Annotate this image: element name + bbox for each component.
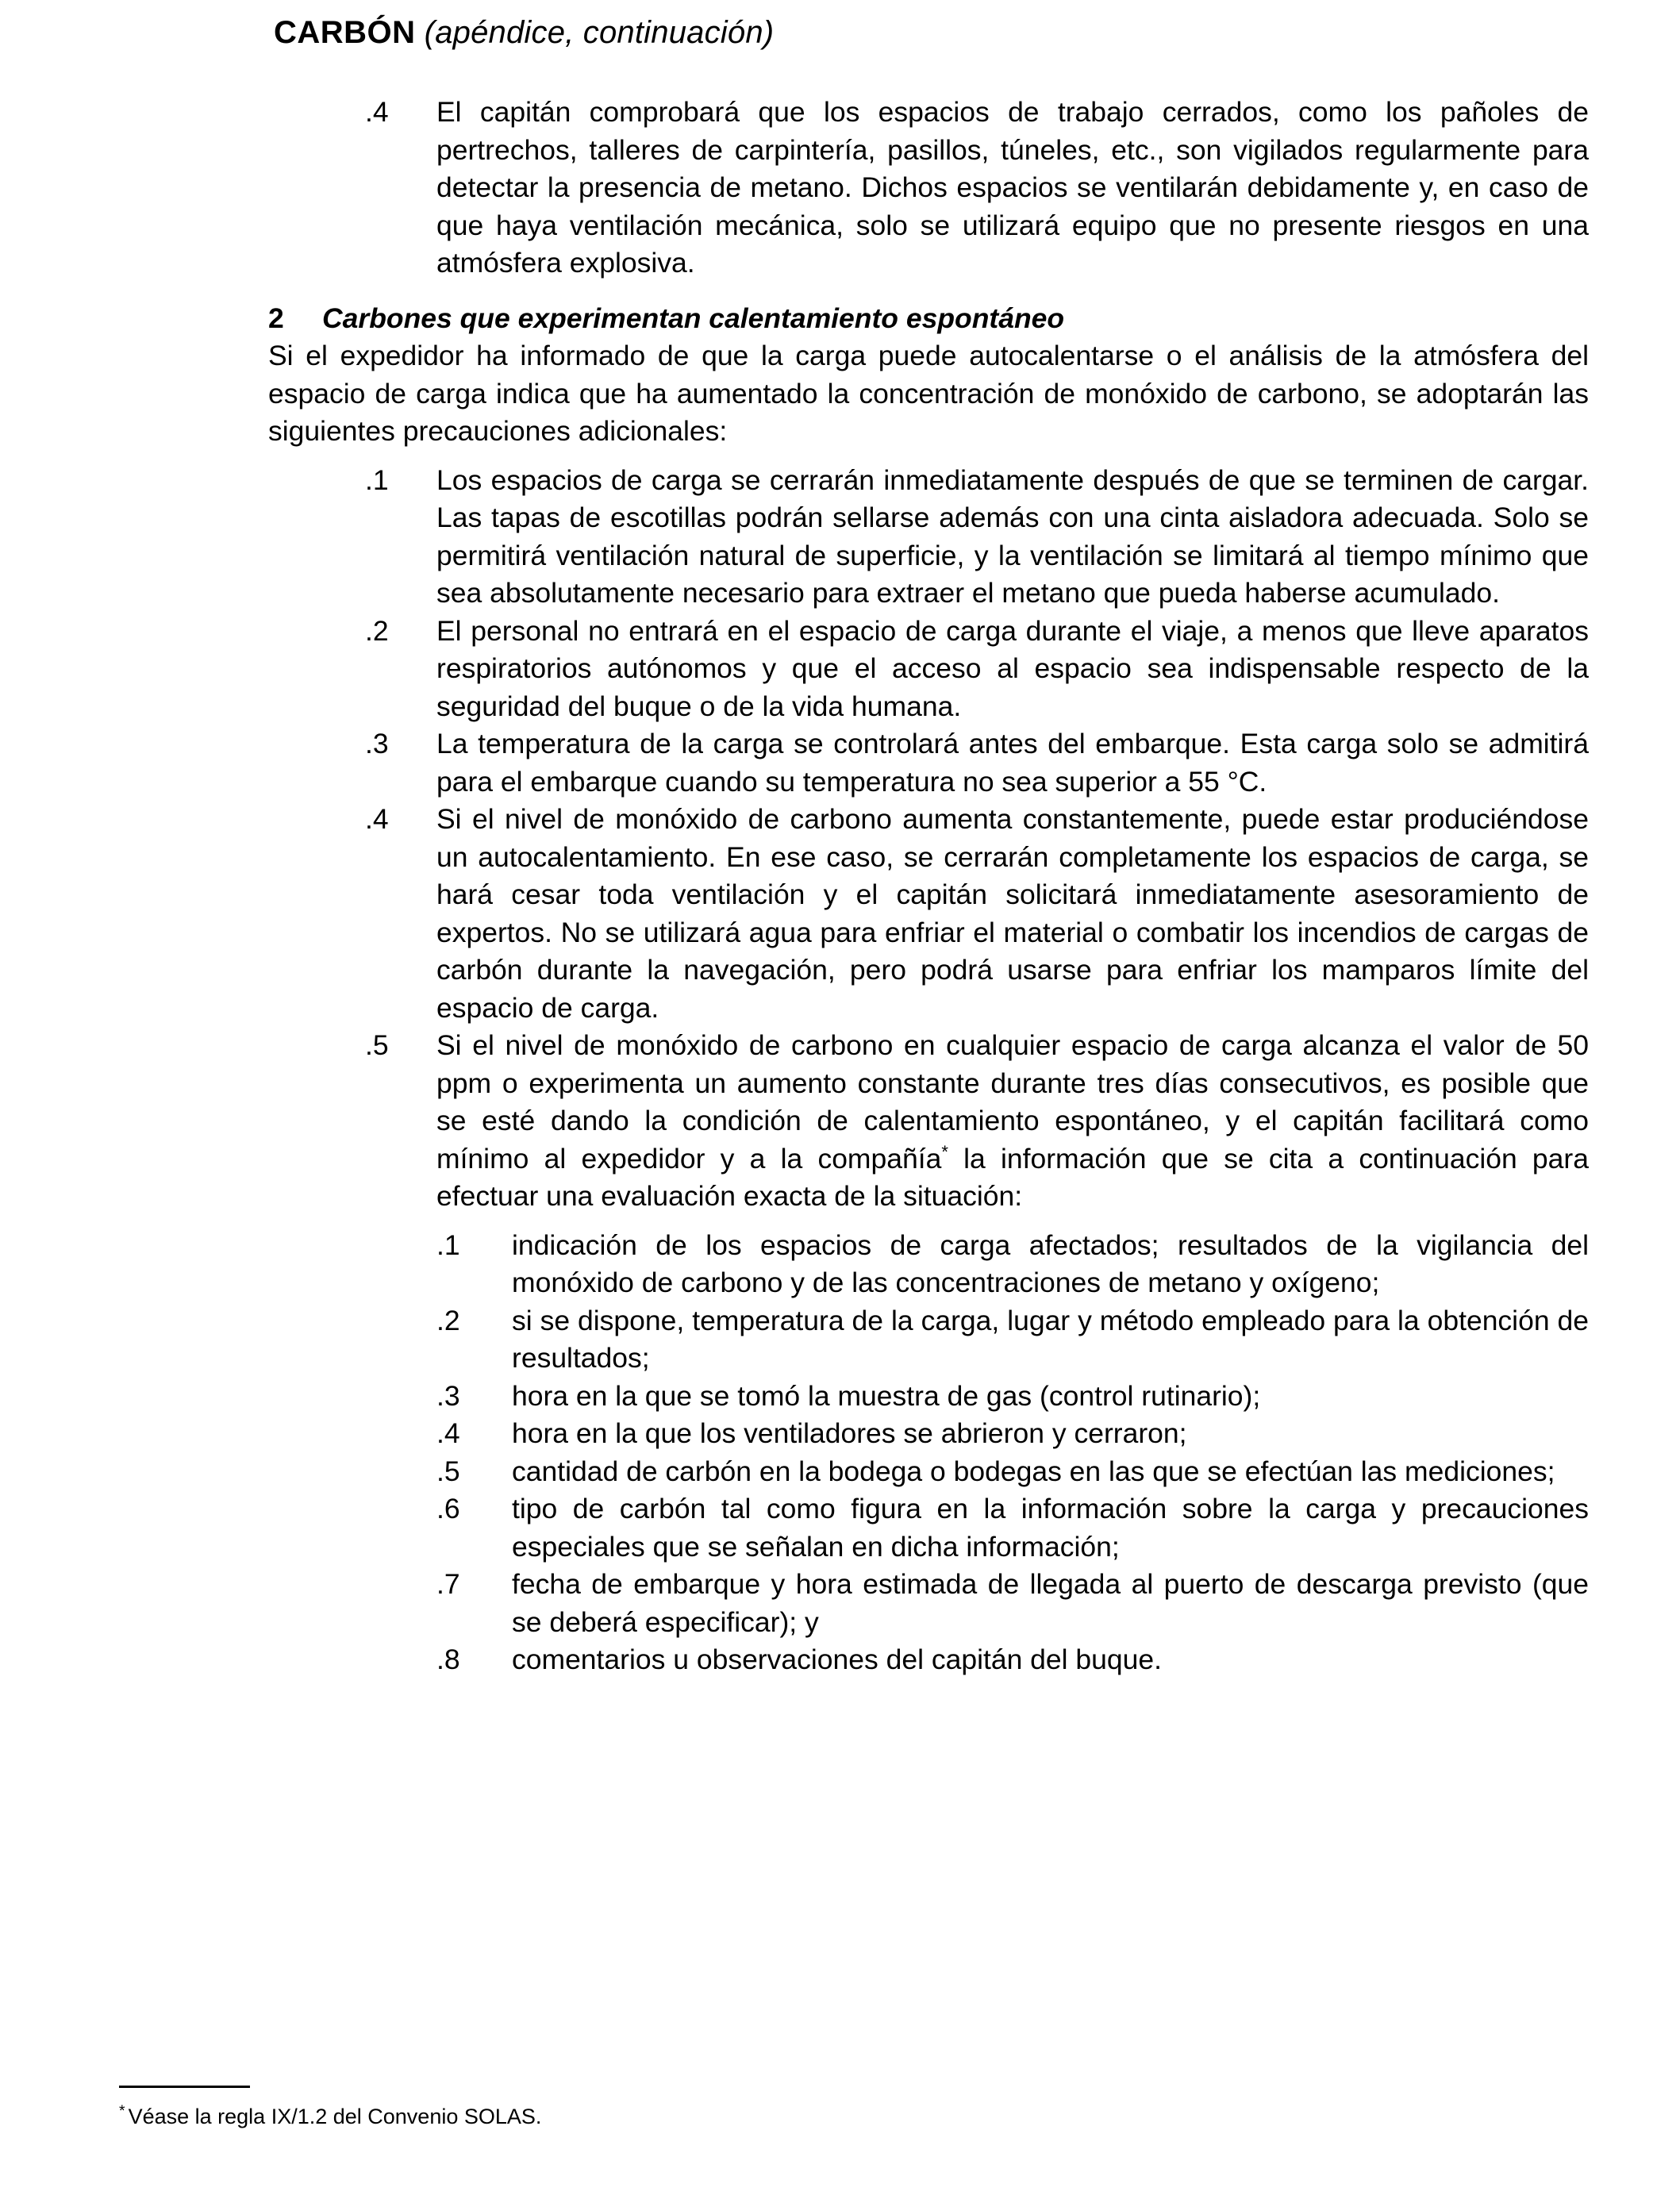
list-item	[268, 94, 1589, 283]
list-item-marker: .3	[365, 728, 389, 759]
list-item	[268, 1641, 1589, 1679]
list-item-text: Si el nivel de monóxido de carbono aumenta constantemente, puede estar produciéndose un autocalentamiento. En ese caso, se cerrarán completamente los espacios de carga, se hará cesar toda ventilación y el capitán solicitará inmediatamente asesoramiento de expertos. No se utilizará agua para enfriar el material o combatir los incendios de cargas de carbón durante la navegación, pero podrá usarse para enfriar los mamparos límite del espacio de carga.	[436, 803, 1589, 1024]
list-item-marker: .8	[436, 1644, 460, 1675]
list-item-text: hora en la que se tomó la muestra de gas (control rutinario);	[512, 1379, 1261, 1412]
list-item-marker: .5	[365, 1029, 389, 1061]
list-item	[268, 1566, 1589, 1641]
list-item-text: si se dispone, temperatura de la carga, lugar y método empleado para la obtención de resultados;	[512, 1304, 1589, 1374]
spacer	[268, 1216, 1589, 1227]
list-item	[268, 1302, 1589, 1378]
list-item-text: cantidad de carbón en la bodega o bodegas en las que se efectúan las mediciones;	[512, 1455, 1555, 1487]
list-item-marker: .6	[436, 1493, 460, 1524]
section-title: Carbones que experimentan calentamiento espontáneo	[322, 302, 1065, 334]
spacer	[268, 283, 1589, 300]
footnote	[119, 2102, 1595, 2131]
list-item-text: comentarios u observaciones del capitán del buque.	[512, 1644, 1162, 1675]
list-item-text: indicación de los espacios de carga afectados; resultados de la vigilancia del monóxido de carbono y de las concentraciones de metano y oxígeno;	[512, 1228, 1589, 1298]
list-item	[268, 462, 1589, 613]
list-item	[268, 1227, 1589, 1302]
list-item-marker: .4	[436, 1417, 460, 1449]
list-item-marker: .7	[436, 1568, 460, 1600]
list-item-text: El capitán comprobará que los espacios de trabajo cerrados, como los pañoles de pertrechos, talleres de carpintería, pasillos, túneles, etc., son vigilados regularmente para detectar la presencia de metano. Dichos espacios se ventilarán debidamente y, en caso de que haya ventilación mecánica, solo se utilizará equipo que no presente riesgos en una atmósfera explosiva.	[436, 96, 1589, 279]
spacer	[268, 451, 1589, 462]
list-item-marker: .4	[365, 96, 389, 128]
list-item	[268, 1490, 1589, 1566]
footnote-reference-mark: *	[941, 1141, 948, 1162]
footnote-separator-rule	[119, 2086, 250, 2088]
section-heading	[268, 300, 1589, 338]
footnote-mark: *	[119, 2102, 125, 2120]
list-item-marker: .2	[365, 614, 389, 647]
document-body	[268, 94, 1589, 1679]
list-item	[268, 1415, 1589, 1453]
list-item-marker: .4	[365, 803, 389, 835]
footnote-text: Véase la regla IX/1.2 del Convenio SOLAS.	[128, 2105, 542, 2128]
list-item	[268, 1378, 1589, 1416]
running-header	[274, 14, 774, 52]
list-item-text: La temperatura de la carga se controlará antes del embarque. Esta carga solo se admitirá para el embarque cuando su temperatura no sea superior a 55 °C.	[436, 728, 1589, 798]
list-item-text-before-note: Si el nivel de monóxido de carbono en cualquier espacio de carga alcanza el valor de 50 ppm o experimenta un aumento constante durante tres días consecutivos, es posible que se esté dando la condición de calentamiento espontáneo, y el capitán facilitará como mínimo al expedidor y a la compañía	[436, 1029, 1589, 1175]
list-item-marker: .5	[436, 1455, 460, 1487]
list-item-marker: .1	[365, 463, 389, 496]
list-item-text	[436, 1027, 1589, 1216]
list-item-text-after-note: la información que se cita a continuación para efectuar una evaluación exacta de la situación:	[436, 1142, 1589, 1212]
list-item-marker: .1	[436, 1228, 460, 1261]
running-header-subtitle: (apéndice, continuación)	[424, 15, 775, 50]
list-item	[268, 613, 1589, 726]
footnote-area	[119, 2086, 1595, 2131]
running-header-title: CARBÓN	[274, 15, 416, 50]
section-number: 2	[268, 302, 284, 334]
list-item	[268, 725, 1589, 801]
list-item-text: hora en la que los ventiladores se abrieron y cerraron;	[512, 1417, 1187, 1449]
list-item-text: El personal no entrará en el espacio de carga durante el viaje, a menos que lleve aparatos respiratorios autónomos y que el acceso al espacio sea indispensable respecto de la seguridad del buque o de la vida humana.	[436, 614, 1589, 722]
list-item-text: fecha de embarque y hora estimada de llegada al puerto de descarga previsto (que se deberá especificar); y	[512, 1568, 1589, 1638]
list-item-text: Los espacios de carga se cerrarán inmediatamente después de que se terminen de cargar. Las tapas de escotillas podrán sellarse además con una cinta aisladora adecuada. Solo se permitirá ventilación natural de superficie, y la ventilación se limitará al tiempo mínimo que sea absolutamente necesario para extraer el metano que pueda haberse acumulado.	[436, 463, 1589, 609]
section-intro-paragraph: Si el expedidor ha informado de que la carga puede autocalentarse o el análisis de la atmósfera del espacio de carga indica que ha aumentado la concentración de monóxido de carbono, se adoptarán las siguientes precauciones adicionales:	[268, 340, 1589, 447]
list-item-marker: .2	[436, 1304, 460, 1336]
list-item	[268, 801, 1589, 1027]
list-item-marker: .3	[436, 1379, 460, 1412]
list-item	[268, 1453, 1589, 1491]
list-item-text: tipo de carbón tal como figura en la información sobre la carga y precauciones especiales que se señalan en dicha información;	[512, 1493, 1589, 1563]
list-item	[268, 1027, 1589, 1216]
